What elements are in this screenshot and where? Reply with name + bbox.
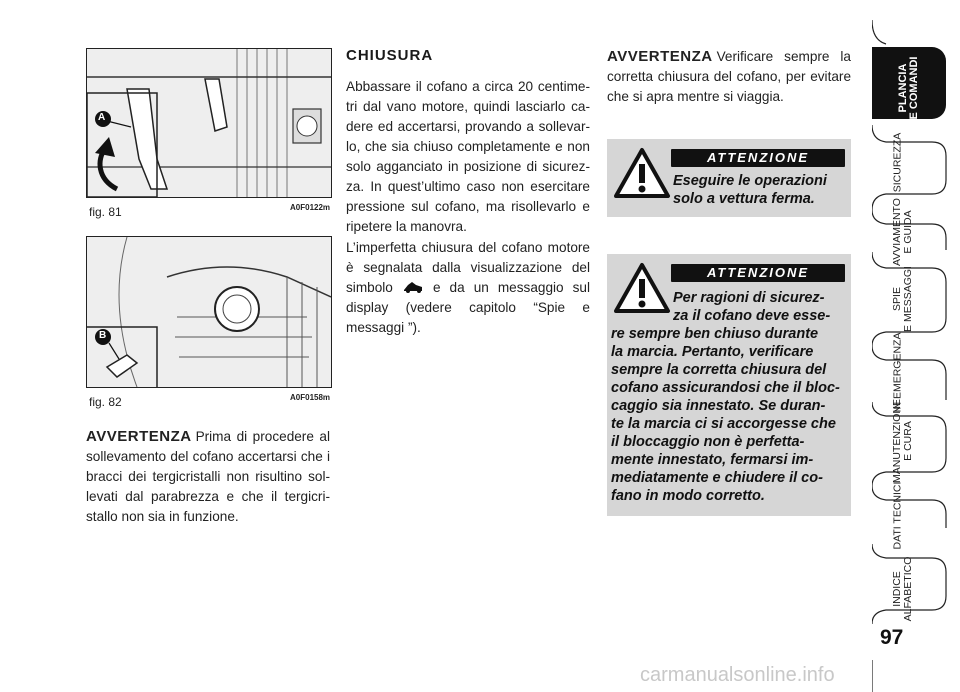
attention-2-line: re sempre ben chiuso durante — [611, 326, 819, 342]
attention-box-2 — [607, 254, 851, 516]
hood-latch-illustration — [87, 237, 331, 387]
figure-82-label: B — [99, 330, 107, 341]
tab-dati-tecnici[interactable]: DATI TECNICI — [891, 481, 904, 550]
attention-2-line: la marcia. Pertanto, verificare — [611, 344, 814, 360]
attention-2-line: fano in modo corretto. — [611, 488, 765, 504]
tab-indice-alfabetico[interactable]: INDICE ALFABETICO — [891, 556, 914, 622]
figure-81 — [86, 48, 332, 198]
chiusura-paragraph-2b: e da un messaggio sul display (vedere capitolo “Spie e messaggi ”). — [346, 280, 591, 335]
figure-81-code: A0F0122m — [290, 203, 331, 212]
figure-81-caption: fig. 81 — [89, 205, 122, 219]
attention-1-line-1: Eseguire le operazioni — [673, 173, 827, 189]
left-warning-paragraph — [86, 427, 330, 527]
attention-2-line: mediatamente e chiudere il co- — [611, 470, 823, 486]
tab-manutenzione-e-cura[interactable]: MANUTENZIONE E CURA — [891, 399, 914, 483]
tab-avviamento-e-guida[interactable]: AVVIAMENTO E GUIDA — [891, 198, 914, 266]
right-warning-lead: AVVERTENZA — [607, 48, 713, 65]
attention-1-line-2: solo a vettura ferma. — [673, 191, 815, 207]
left-warning-lead: AVVERTENZA — [86, 428, 192, 445]
warning-triangle-icon — [613, 147, 671, 199]
tab-in-emergenza[interactable]: IN EMERGENZA — [891, 332, 904, 413]
page-number: 97 — [880, 626, 904, 649]
attention-2-line: mente innestato, fermarsi im- — [611, 452, 814, 468]
attention-2-line: caggio sia innestato. Se duran- — [611, 398, 826, 414]
chiusura-paragraph-2 — [346, 238, 590, 338]
left-warning-text: Prima di procedere al sollevamento del cofano accertarsi che i bracci dei tergicristalli non risultino sollevati dal parabrezza e che il tergicristallo non sia in funzione. — [86, 429, 330, 524]
right-warning-text: Verificare sempre la corretta chiusura del cofano, per evitare che si apra mentre si viaggia. — [607, 49, 851, 104]
wiper-arm-illustration — [87, 49, 331, 197]
attention-box-1 — [607, 139, 851, 217]
attention-2-line: il bloccaggio non è perfetta- — [611, 434, 805, 450]
attention-2-line: sempre la corretta chiusura del — [611, 362, 827, 378]
figure-81-label: A — [98, 112, 106, 123]
tab-sicurezza[interactable]: SICUREZZA — [891, 132, 904, 193]
figure-82-code: A0F0158m — [290, 393, 331, 402]
tab-label-plancia[interactable]: PLANCIA E COMANDI — [897, 56, 920, 120]
attention-2-title: ATTENZIONE — [671, 264, 845, 282]
warning-triangle-icon — [613, 262, 671, 314]
attention-2-line: Per ragioni di sicurez- — [673, 290, 825, 306]
figure-82-caption: fig. 82 — [89, 395, 122, 409]
attention-2-line: cofano assicurandosi che il bloc- — [611, 380, 840, 396]
attention-2-line: za il cofano deve esse- — [673, 308, 831, 324]
tab-spie-e-messaggi[interactable]: SPIE E MESSAGGI — [891, 266, 914, 332]
watermark: carmanualsonline.info — [640, 664, 835, 686]
attention-2-line: te la marcia ci si accorgesse che — [611, 416, 836, 432]
car-hood-open-icon — [402, 279, 424, 291]
figure-82 — [86, 236, 332, 388]
right-warning-paragraph — [607, 47, 851, 107]
section-heading: CHIUSURA — [346, 47, 434, 64]
chiusura-paragraph-1: Abbassare il cofano a circa 20 centimetri dal vano motore, quindi lasciarlo cadere ed accertarsi, provando a sollevarlo, che sia chiuso completamente e non solo agganciato in posizione di sicurezza. In quest’ultimo caso non esercitare pressione sul cofano, ma risollevarlo e ripetere la manovra. — [346, 79, 590, 234]
attention-1-title: ATTENZIONE — [671, 149, 845, 167]
chiusura-paragraph-2a: L’imperfetta chiusura del cofano motore è segnalata dalla visualizzazione del simbolo — [346, 240, 590, 295]
